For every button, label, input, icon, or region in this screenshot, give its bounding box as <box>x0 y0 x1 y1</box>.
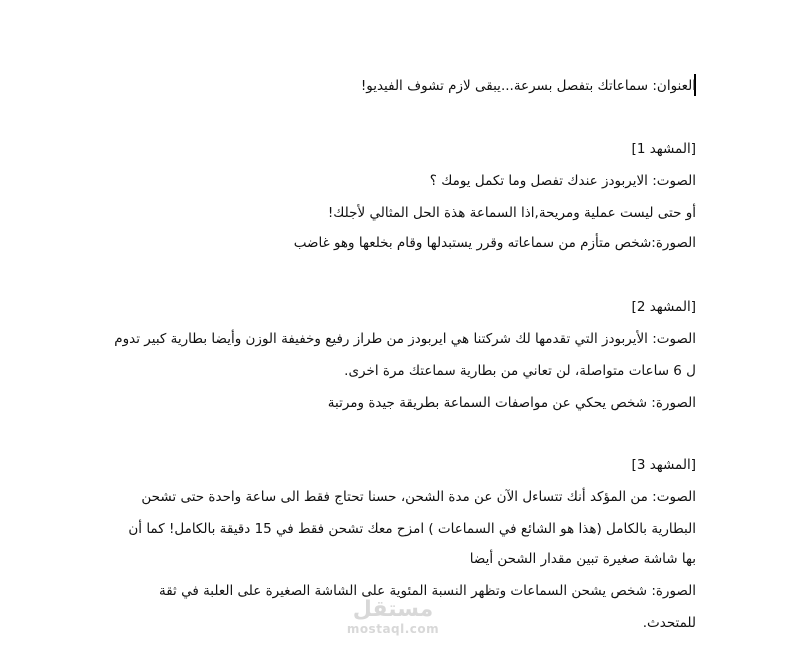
watermark-arabic: مستقل <box>352 597 434 622</box>
scene2-image[interactable]: الصورة: شخص يحكي عن مواصفات السماعة بطريقة جيدة ومرتبة <box>327 395 696 411</box>
scene1-voice-cont[interactable]: أو حتى ليست عملية ومريحة,اذا السماعة هذة الحل المثالي لأجلك! <box>327 205 696 221</box>
scene1-voice[interactable]: الصوت: الايربودز عندك تفصل وما تكمل يومك ؟ <box>429 173 696 189</box>
scene2-heading[interactable]: [المشهد 2] <box>631 299 696 315</box>
scene1-heading[interactable]: [المشهد 1] <box>631 141 696 157</box>
scene3-voice-line1[interactable]: الصوت: من المؤكد أنك تتساءل الآن عن مدة الشحن، حسنا تحتاج فقط الى ساعة واحدة حتى تشحن <box>141 489 696 505</box>
title-line[interactable]: العنوان: سماعاتك بتفصل بسرعة...يبقى لازم تشوف الفيديو! <box>360 78 696 94</box>
scene3-heading[interactable]: [المشهد 3] <box>631 457 696 473</box>
scene1-image[interactable]: الصورة:شخص متأزم من سماعاته وقرر يستبدلها وقام بخلعها وهو غاضب <box>293 235 696 251</box>
scene3-voice-line3[interactable]: بها شاشة صغيرة تبين مقدار الشحن أيضا <box>469 551 696 567</box>
scene2-voice-line2[interactable]: ل 6 ساعات متواصلة، لن تعاني من بطارية سماعتك مرة اخرى. <box>344 363 696 379</box>
scene3-voice-line2[interactable]: البطارية بالكامل (هذا هو الشائع في السماعات ) امزح معك تشحن فقط في 15 دقيقة بالكامل! كما أن <box>128 521 696 537</box>
watermark-latin: mostaql.com <box>346 622 440 636</box>
scene3-image-line2[interactable]: للمتحدث. <box>642 615 696 631</box>
mostaql-watermark <box>338 598 448 648</box>
scene2-voice-line1[interactable]: الصوت: الأيربودز التي تقدمها لك شركتنا هي ايربودز من طراز رفيع وخفيفة الوزن وأيضا بطارية كبير تدوم <box>114 331 696 347</box>
scene3-image-line1[interactable]: الصورة: شخص يشحن السماعات وتظهر النسبة المئوية على الشاشة الصغيرة على العلبة في ثقة <box>158 583 696 599</box>
